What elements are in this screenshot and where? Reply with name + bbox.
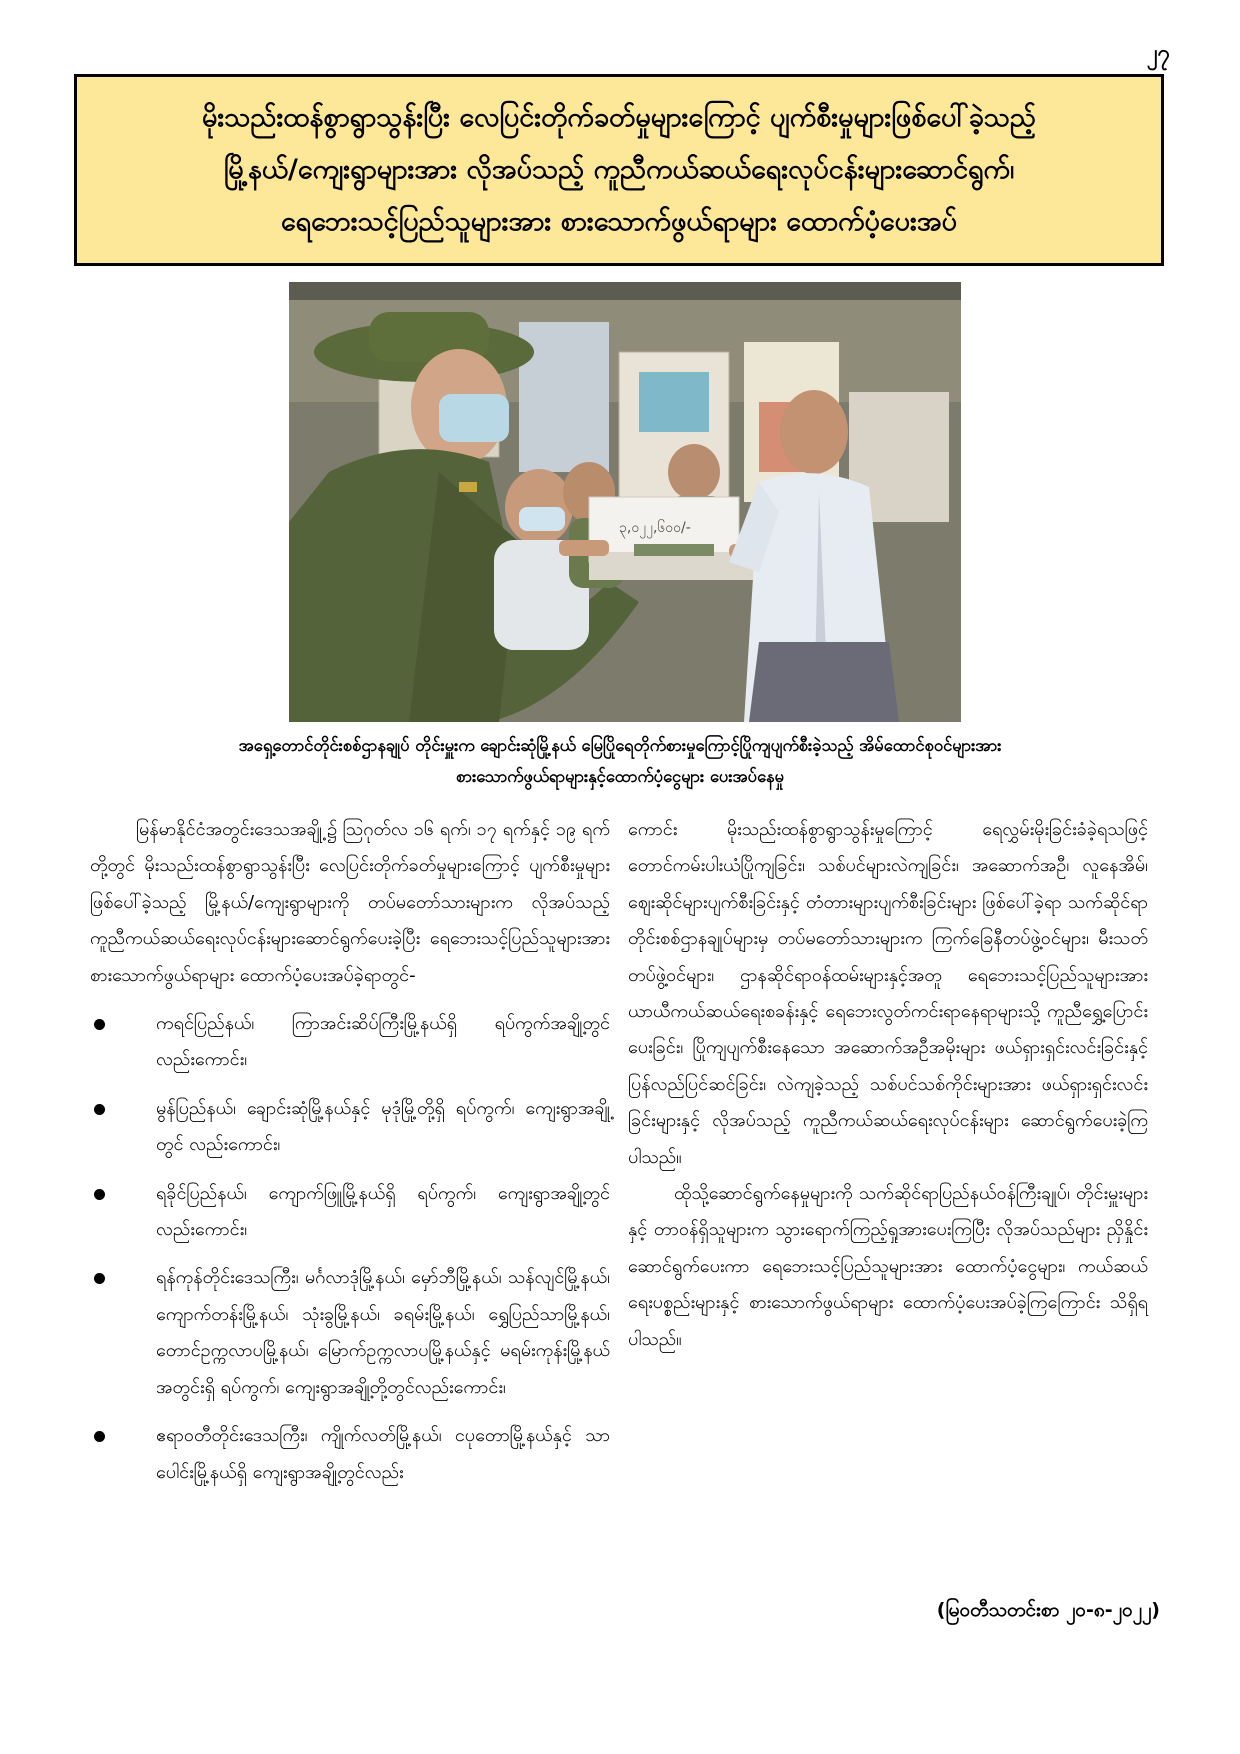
bullet-icon bbox=[94, 1104, 105, 1115]
location-list bbox=[90, 1006, 610, 1491]
intro-paragraph: မြန်မာနိုင်ငံအတွင်းဒေသအချို့၌ ဩဂုတ်လ ၁၆ ရက်၊ ၁၇ ရက်နှင့် ၁၉ ရက်တို့တွင် မိုးသည်းထန်စွာရွာသွန်းပြီး လေပြင်းတိုက်ခတ်မှုများကြောင့် ပျက်စီးမှုများဖြစ်ပေါ်ခဲ့သည့် မြို့နယ်/ကျေးရွာများကို တပ်မတော်သားများက လိုအပ်သည့် ကူညီကယ်ဆယ်ရေးလုပ်ငန်းများဆောင်ရွက်ပေးခဲ့ပြီး ရေဘေးသင့်ပြည်သူများအား စားသောက်ဖွယ်ရာများ ထောက်ပံ့ပေးအပ်ခဲ့ရာတွင်- bbox=[90, 819, 610, 986]
body-paragraph-2: ထိုသို့ဆောင်ရွက်နေမှုများကို သက်ဆိုင်ရာပြည်နယ်ဝန်ကြီးချုပ်၊ တိုင်းမှူးများနှင့် တာဝန်ရှိသူများက သွားရောက်ကြည့်ရှုအားပေးကြပြီး လိုအပ်သည်များ ညှိနှိုင်းဆောင်ရွက်ပေးကာ ရေဘေးသင့်ပြည်သူများအား ထောက်ပံ့ငွေများ၊ ကယ်ဆယ်ရေးပစ္စည်းများနှင့် စားသောက်ဖွယ်ရာများ ထောက်ပံ့ပေးအပ်ခဲ့ကြကြောင်း သိရှိရပါသည်။ bbox=[628, 1183, 1148, 1350]
page-number: ၂၇ bbox=[1146, 41, 1170, 66]
photo-caption bbox=[80, 730, 1160, 792]
news-photo bbox=[289, 282, 961, 722]
list-item-text: ကရင်ပြည်နယ်၊ ကြာအင်းဆိပ်ကြီးမြို့နယ်ရှိ ရပ်ကွက်အချို့တွင်လည်းကောင်း၊ bbox=[156, 1013, 610, 1071]
right-column bbox=[628, 812, 1148, 1358]
bullet-icon bbox=[94, 1273, 105, 1284]
left-column bbox=[90, 812, 610, 1503]
bullet-icon bbox=[94, 1189, 105, 1200]
source-citation: (မြဝတီသတင်းစာ ၂၀-၈-၂၀၂၂) bbox=[936, 1599, 1160, 1621]
headline-line-3: ရေဘေးသင့်ပြည်သူများအား စားသောက်ဖွယ်ရာများ ထောက်ပံ့ပေးအပ် bbox=[280, 206, 958, 237]
headline-line-1: မိုးသည်းထန်စွာရွာသွန်းပြီး လေပြင်းတိုက်ခတ်မှုများကြောင့် ပျက်စီးမှုများဖြစ်ပေါ်ခဲ့သည့် bbox=[201, 102, 1037, 133]
photo-box-label: ၃,၀၂၂,၆၀၀/- bbox=[619, 520, 691, 536]
bullet-icon bbox=[94, 1019, 105, 1030]
headline-box bbox=[74, 74, 1164, 266]
list-item-text: မွန်ပြည်နယ်၊ ချောင်းဆုံမြို့နယ်နှင့် မုဒုံမြို့တို့ရှိ ရပ်ကွက်၊ ကျေးရွာအချို့တွင် လည်းကောင်း၊ bbox=[156, 1097, 610, 1156]
list-item bbox=[90, 1091, 610, 1164]
list-item bbox=[90, 1176, 610, 1249]
list-item-text: ဧရာဝတီတိုင်းဒေသကြီး၊ ကျိုက်လတ်မြို့နယ်၊ ငပုတောမြို့နယ်နှင့် သာပေါင်းမြို့နယ်ရှိ ကျေးရွာအချို့တွင်လည်း bbox=[156, 1425, 610, 1483]
list-item-text: ရခိုင်ပြည်နယ်၊ ကျောက်ဖြူမြို့နယ်ရှိ ရပ်ကွက်၊ ကျေးရွာအချို့တွင်လည်းကောင်း၊ bbox=[156, 1182, 610, 1241]
list-item bbox=[90, 1418, 610, 1491]
headline-line-2: မြို့နယ်/ကျေးရွာများအား လိုအပ်သည့် ကူညီကယ်ဆယ်ရေးလုပ်ငန်းများဆောင်ရွက်၊ bbox=[223, 154, 1015, 185]
list-item-text: ရန်ကုန်တိုင်းဒေသကြီး၊ မင်္ဂလာဒုံမြို့နယ်၊ မှော်ဘီမြို့နယ်၊ သန်လျင်မြို့နယ်၊ ကျောက်တန်းမြို့နယ်၊ သုံးခွမြို့နယ်၊ ခရမ်းမြို့နယ်၊ ရွှေပြည်သာမြို့နယ်၊ တောင်ဥက္ကလာပမြို့နယ်၊ မြောက်ဥက္ကလာပမြို့နယ်နှင့် မရမ်းကုန်းမြို့နယ်အတွင်းရှိ ရပ်ကွက်၊ ကျေးရွာအချို့တို့တွင်လည်းကောင်း၊ bbox=[156, 1267, 610, 1398]
bullet-icon bbox=[94, 1431, 105, 1442]
caption-line-1: အရှေ့တောင်တိုင်းစစ်ဌာနချုပ် တိုင်းမှူးက ချောင်းဆုံမြို့နယ် မြေပြိုရေတိုက်စားမှုကြောင့်ပြိုကျပျက်စီးခဲ့သည့် အိမ်ထောင်စုဝင်များအား bbox=[238, 736, 1002, 755]
body-paragraph-1: ကောင်း မိုးသည်းထန်စွာရွာသွန်းမှုကြောင့် ရေလွှမ်းမိုးခြင်းခံခဲ့ရသဖြင့် တောင်ကမ်းပါးယံပြိုကျခြင်း၊ သစ်ပင်များလဲကျခြင်း၊ အဆောက်အဦ၊ လူနေအိမ်၊ ဈေးဆိုင်များပျက်စီးခြင်းနှင့် တံတားများပျက်စီးခြင်းများ ဖြစ်ပေါ်ခဲ့ရာ သက်ဆိုင်ရာတိုင်းစစ်ဌာနချုပ်များမှ တပ်မတော်သားများက ကြက်ခြေနီတပ်ဖွဲ့ဝင်များ၊ မီးသတ်တပ်ဖွဲ့ဝင်များ၊ ဌာနဆိုင်ရာဝန်ထမ်းများနှင့်အတူ ရေဘေးသင့်ပြည်သူများအား ယာယီကယ်ဆယ်ရေးစခန်းနှင့် ရေဘေးလွတ်ကင်းရာနေရာများသို့ ကူညီရွှေ့ပြောင်းပေးခြင်း၊ ပြိုကျပျက်စီးနေသော အဆောက်အဦအမိုးများ ဖယ်ရှားရှင်းလင်းခြင်းနှင့် ပြန်လည်ပြင်ဆင်ခြင်း၊ လဲကျခဲ့သည့် သစ်ပင်သစ်ကိုင်းများအား ဖယ်ရှားရှင်းလင်းခြင်းများနှင့် လိုအပ်သည့် ကူညီကယ်ဆယ်ရေးလုပ်ငန်းများ ဆောင်ရွက်ပေးခဲ့ကြပါသည်။ bbox=[628, 819, 1148, 1168]
list-item bbox=[90, 1260, 610, 1406]
list-item bbox=[90, 1006, 610, 1079]
caption-line-2: စားသောက်ဖွယ်ရာများနှင့်ထောက်ပံ့ငွေများ ပေးအပ်နေမှု bbox=[456, 767, 784, 786]
